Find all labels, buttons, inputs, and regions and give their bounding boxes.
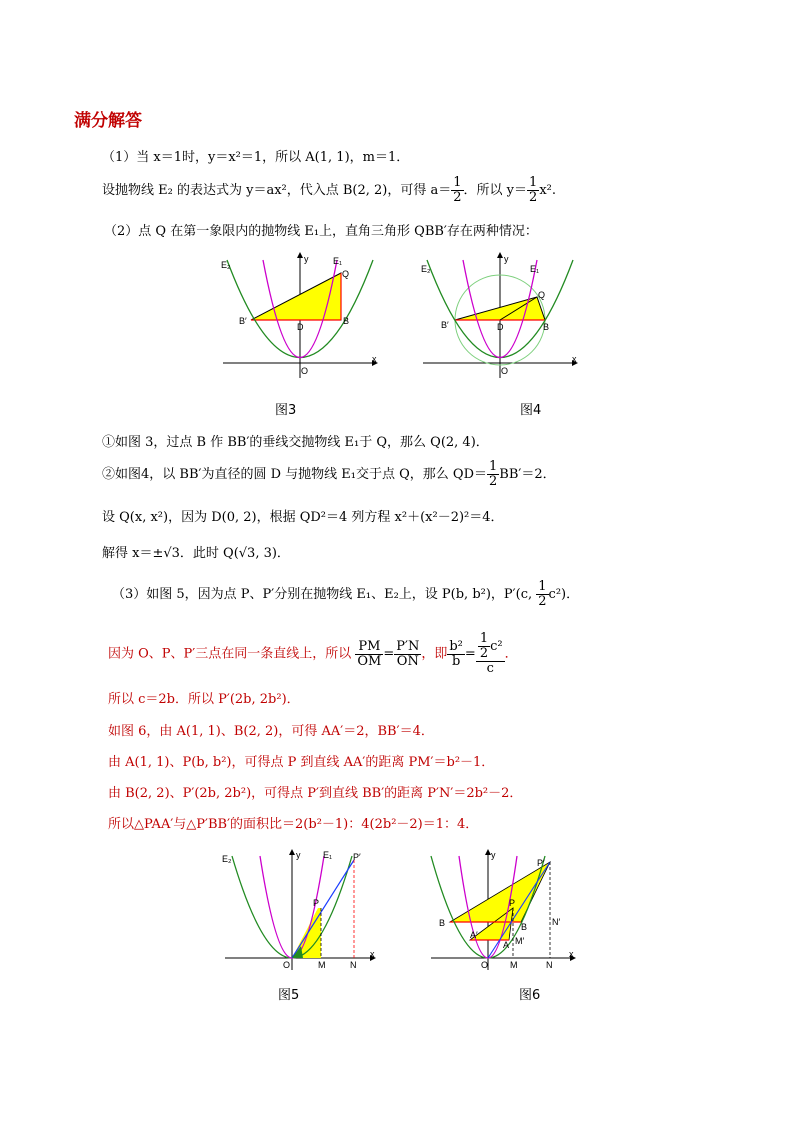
line-14: 所以△PAA′与△P′BB′的面积比＝2(b²－1)：4(2b²－2)＝1：4． — [108, 817, 479, 832]
frac-num: 1 — [489, 459, 498, 474]
line-2-part-b: ．所以 y＝ — [463, 183, 528, 198]
label-q: Q — [538, 290, 546, 300]
y-axis-arrow — [497, 252, 503, 258]
frac-num: 1 — [453, 175, 462, 190]
frac-den: 2 — [453, 190, 462, 205]
label-mp: M′ — [515, 936, 525, 946]
label-e2: E₂ — [221, 260, 231, 270]
line-4: ①如图 3，过点 B 作 BB′的垂线交抛物线 E₁于 Q，那么 Q(2, 4)． — [102, 435, 489, 450]
label-e1: E₁ — [530, 264, 540, 274]
label-x: x — [370, 949, 375, 959]
frac-den: 2 — [538, 594, 547, 609]
frac-den: 2 — [529, 190, 538, 205]
label-q: Q — [342, 269, 350, 279]
line-5-part-b: BB′＝2． — [499, 467, 556, 482]
label-o: O — [301, 366, 309, 376]
label-y: y — [304, 254, 309, 264]
y-axis-arrow — [297, 252, 303, 258]
label-e1: E₁ — [323, 850, 333, 860]
label-e2: E₂ — [421, 264, 431, 274]
inner-fraction-half — [478, 632, 490, 661]
label-x: x — [569, 949, 574, 959]
line-13: 由 B(2, 2)、P′(2b, 2b²)，可得点 P′到直线 BB′的距离 P′N′＝2b²－2． — [108, 786, 523, 801]
frac-den: 2 — [489, 474, 498, 489]
label-pp: P′ — [537, 858, 545, 868]
frac-num — [476, 632, 505, 662]
label-m: M — [510, 960, 518, 970]
frac-num: 1 — [529, 175, 538, 190]
label-b-right: B — [521, 922, 528, 932]
line-2 — [102, 176, 556, 205]
label-o: O — [283, 960, 291, 970]
triangle-qbb — [251, 273, 341, 320]
line-9 — [108, 632, 518, 676]
frac-num: 1 — [479, 631, 489, 646]
line-10: 所以 c＝2b．所以 P′(2b, 2b²)． — [108, 692, 300, 707]
label-ap: A′ — [470, 930, 478, 940]
line-7: 解得 x＝±√3．此时 Q(√3, 3)． — [102, 546, 290, 561]
label-y: y — [296, 850, 301, 860]
figure-6 — [425, 848, 585, 976]
caption-fig6: 图6 — [519, 988, 541, 1003]
line-9-part-b: ，即 — [421, 646, 448, 662]
fraction-pn-on — [394, 640, 421, 669]
line-6: 设 Q(x, x²)，因为 D(0, 2)，根据 QD²＝4 列方程 x²＋(x²－2)²＝4． — [102, 510, 504, 525]
label-e2: E₂ — [222, 854, 232, 864]
frac-num: b² — [449, 638, 463, 654]
line-2-part-c: x². — [539, 183, 556, 198]
fraction-b2-b — [447, 640, 465, 669]
line-8-part-a: （3）如图 5，因为点 P、P′分别在抛物线 E₁、E₂上，设 P(b, b²)，P′(c, — [112, 587, 533, 602]
fraction-halfc2-c — [476, 632, 505, 676]
label-p: P — [509, 898, 516, 908]
line-5-part-a: ②如图4，以 BB′为直径的圆 D 与抛物线 E₁交于点 Q，那么 QD＝ — [102, 467, 487, 482]
frac-den: c — [486, 661, 494, 676]
label-bp: B′ — [239, 316, 247, 326]
line-9-part-c: ． — [504, 646, 518, 662]
label-y: y — [504, 254, 509, 264]
label-b: B — [343, 316, 350, 326]
equals-sign: = — [383, 646, 395, 662]
line-8 — [112, 580, 579, 609]
line-5 — [102, 460, 556, 489]
line-3: （2）点 Q 在第一象限内的抛物线 E₁上，直角三角形 QBB′存在两种情况： — [104, 224, 538, 239]
line-8-part-b: c²)． — [548, 587, 580, 602]
label-y: y — [491, 850, 496, 860]
label-d: D — [297, 322, 304, 332]
line-9-part-a: 因为 O、P、P′三点在同一条直线上，所以 — [108, 646, 352, 662]
label-bp: B′ — [441, 320, 449, 330]
fraction-half-a — [451, 176, 463, 205]
line-12: 由 A(1, 1)、P(b, b²)，可得点 P 到直线 AA′的距离 PM′＝b²－1． — [108, 755, 495, 770]
line-1: （1）当 x＝1时，y＝x²＝1，所以 A(1, 1)，m＝1． — [102, 150, 410, 165]
label-pp: P′ — [353, 852, 361, 862]
label-b: B — [543, 322, 550, 332]
label-x: x — [372, 354, 377, 364]
frac-den: b — [451, 653, 461, 669]
label-o: O — [501, 366, 509, 376]
frac-num: PM — [355, 640, 383, 655]
fraction-half-b — [527, 176, 539, 205]
y-axis-arrow — [289, 849, 295, 855]
label-b: B — [439, 918, 446, 928]
label-a: A — [503, 940, 510, 950]
line-2-part-a: 设抛物线 E₂ 的表达式为 y＝ax²，代入点 B(2, 2)，可得 a＝ — [102, 183, 452, 198]
caption-fig4: 图4 — [520, 403, 542, 418]
frac-den: ON — [396, 653, 419, 669]
label-n: N — [350, 960, 357, 970]
c-squared: c² — [490, 639, 503, 654]
frac-den: 2 — [479, 646, 489, 661]
label-np: N′ — [552, 917, 561, 927]
frac-num: 1 — [538, 579, 547, 594]
equals-sign: = — [464, 646, 476, 662]
fraction-half-d — [536, 580, 548, 609]
frac-den: OM — [357, 653, 382, 669]
label-d: D — [497, 322, 504, 332]
section-title: 满分解答 — [74, 111, 142, 131]
figure-5 — [215, 848, 385, 976]
label-x: x — [572, 354, 577, 364]
label-n: N — [546, 960, 553, 970]
caption-fig3: 图3 — [275, 403, 297, 418]
line-11: 如图 6，由 A(1, 1)、B(2, 2)，可得 AA′＝2，BB′＝4． — [108, 724, 434, 739]
fraction-pm-om — [355, 640, 383, 669]
caption-fig5: 图5 — [278, 988, 300, 1003]
figure-4 — [415, 250, 585, 380]
label-p: P — [313, 898, 320, 908]
line-op — [292, 860, 354, 958]
frac-num: P′N — [396, 638, 420, 654]
fraction-half-c — [487, 460, 499, 489]
label-e1: E₁ — [333, 256, 343, 266]
label-o: O — [481, 960, 489, 970]
label-m: M — [318, 960, 326, 970]
figure-3 — [215, 250, 385, 380]
